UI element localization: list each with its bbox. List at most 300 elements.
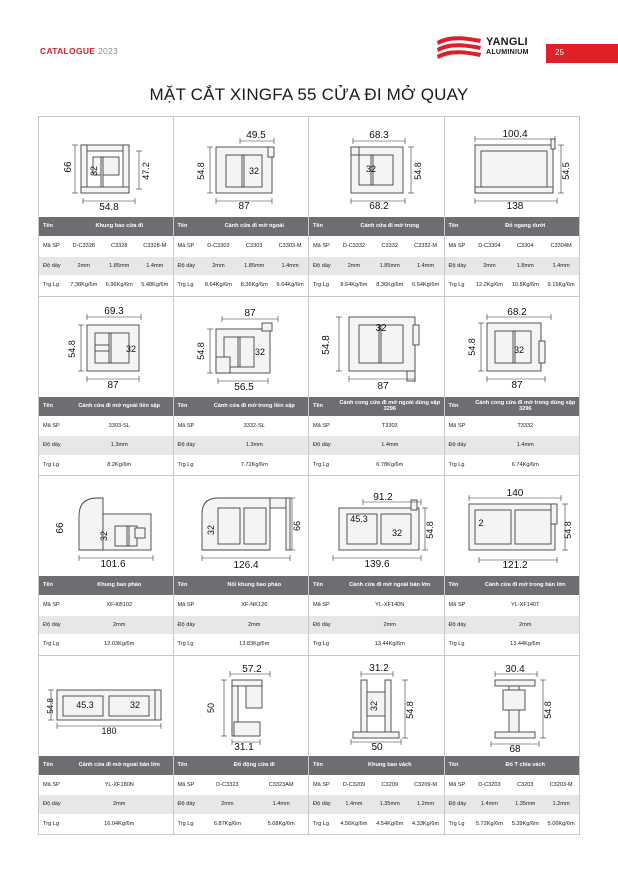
spec-table — [39, 756, 173, 835]
spec-row — [309, 455, 444, 475]
cross-section-drawing — [445, 297, 580, 398]
spec-value: 1.4mm — [272, 256, 308, 276]
spec-value: C3332 — [372, 237, 408, 257]
spec-row — [445, 756, 580, 776]
spec-value: 1.4mm — [336, 795, 372, 815]
cross-section-drawing — [309, 117, 444, 218]
spec-row — [309, 795, 444, 815]
spec-row — [445, 436, 580, 456]
dimension-label: 2 — [477, 518, 484, 528]
dimension-label: 32 — [513, 344, 524, 355]
catalogue-label: CATALOGUE 2023 — [40, 46, 119, 56]
dimension-label: 87 — [510, 379, 523, 391]
spec-table — [39, 397, 173, 476]
spec-row-label: Tên — [39, 756, 66, 776]
spec-value: 8.36Kg/6m — [236, 276, 272, 296]
profile-cross-section — [309, 116, 444, 217]
spec-row-label: Mã SP — [309, 775, 336, 795]
spec-value: 1.4mm — [472, 795, 508, 815]
spec-value: 1.4mm — [543, 256, 579, 276]
dimension-label: 139.6 — [364, 559, 390, 570]
dimension-label: 54.5 — [560, 162, 571, 180]
spec-row — [309, 436, 444, 456]
profile-name: Cánh cửa đi mở ngoài bản lớn — [336, 576, 444, 596]
spec-value: 1.4mm — [137, 256, 173, 276]
dimension-label: 66 — [291, 520, 302, 532]
spec-value: 2mm — [472, 615, 580, 635]
spec-table — [445, 756, 580, 835]
profile-name: Cánh cong cửa đi mở ngoài dùng sập 3296 — [336, 397, 444, 417]
spec-row — [174, 814, 309, 834]
spec-row — [309, 615, 444, 635]
spec-value: 1.85mm — [102, 256, 138, 276]
spec-row — [174, 635, 309, 655]
page-title: MẶT CẮT XINGFA 55 CỬA ĐI MỞ QUAY — [149, 85, 469, 104]
spec-row-label: Mã SP — [39, 416, 66, 436]
dimension-label: 30.4 — [504, 663, 525, 675]
spec-row — [309, 397, 444, 417]
spec-row — [174, 615, 309, 635]
spec-value: T3303 — [336, 416, 444, 436]
dimension-label: 54.8 — [195, 341, 206, 360]
spec-row — [445, 416, 580, 436]
spec-value: 1.85mm — [372, 256, 408, 276]
spec-row — [309, 237, 444, 257]
profile-row — [38, 475, 580, 655]
spec-value: 7.72Kg/6m — [201, 455, 309, 475]
spec-row — [445, 237, 580, 257]
dimension-label: 50 — [371, 741, 383, 753]
profile-cross-section — [39, 655, 173, 756]
spec-row-label: Trg Lg — [309, 455, 336, 475]
spec-row — [309, 756, 444, 776]
spec-value: 1.3mm — [201, 436, 309, 456]
spec-value: 3303-SL — [66, 416, 173, 436]
cross-section-drawing — [174, 656, 309, 757]
dimension-label: 54.8 — [542, 700, 553, 719]
spec-value: 1.35mm — [507, 795, 543, 815]
spec-value: 2mm — [66, 615, 173, 635]
spec-value: 1.85mm — [236, 256, 272, 276]
spec-value: 4.33Kg/6m — [408, 814, 444, 834]
dimension-label: 68.2 — [506, 306, 527, 318]
spec-row-label: Mã SP — [174, 775, 201, 795]
spec-value: 7.38Kg/6m — [66, 276, 102, 296]
spec-row — [445, 775, 580, 795]
spec-row — [309, 814, 444, 834]
profile-cross-section — [39, 296, 173, 397]
spec-table — [174, 756, 309, 835]
spec-value: 6.78Kg/6m — [336, 455, 444, 475]
profile-name: Khung bao phào — [66, 576, 173, 596]
spec-row-label: Tên — [445, 576, 472, 596]
spec-row — [445, 455, 580, 475]
profile-name: Đố động cửa đi — [201, 756, 309, 776]
spec-row-label: Tên — [39, 397, 66, 417]
spec-value: 1.8mm — [507, 256, 543, 276]
spec-value: 13.44Kg/6m — [336, 635, 444, 655]
spec-row — [39, 397, 173, 417]
spec-row-label: Độ dày — [445, 795, 472, 815]
spec-row — [39, 436, 173, 456]
spec-row-label: Mã SP — [309, 596, 336, 616]
spec-value: YL-XF140N — [336, 596, 444, 616]
dimension-label: 54.8 — [46, 697, 55, 714]
dimension-label: 49.5 — [245, 130, 266, 141]
spec-table — [309, 217, 444, 296]
brand-name: YANGLI ALUMINIUM — [486, 36, 529, 56]
page-header — [0, 0, 618, 80]
dimension-label: 126.4 — [232, 560, 259, 571]
spec-value: C3304 — [507, 237, 543, 257]
spec-row — [309, 576, 444, 596]
spec-value: 6.64Kg/6m — [272, 276, 308, 296]
spec-value: D-C3303 — [201, 237, 237, 257]
profile-card — [174, 655, 310, 836]
dimension-label: 32 — [248, 166, 259, 176]
spec-row — [174, 276, 309, 296]
dimension-label: 32 — [99, 530, 109, 542]
spec-value: D-C3209 — [336, 775, 372, 795]
spec-value: 2mm — [201, 615, 309, 635]
spec-value: 6.96Kg/6m — [102, 276, 138, 296]
spec-row-label: Độ dày — [445, 615, 472, 635]
spec-row-label: Mã SP — [174, 416, 201, 436]
spec-row — [174, 455, 309, 475]
spec-row-label: Trg Lg — [309, 276, 336, 296]
spec-row-label: Tên — [174, 217, 201, 237]
spec-row-label: Tên — [445, 217, 472, 237]
spec-value: C3203 — [507, 775, 543, 795]
spec-row-label: Độ dày — [309, 436, 336, 456]
spec-row-label: Tên — [309, 397, 336, 417]
spec-row-label: Trg Lg — [39, 814, 66, 834]
spec-row-label: Tên — [174, 576, 201, 596]
dimension-label: 57.2 — [241, 663, 262, 675]
dimension-label: 45.3 — [350, 514, 368, 524]
spec-row-label: Độ dày — [445, 256, 472, 276]
spec-value: D-C3323 — [201, 775, 255, 795]
spec-row-label: Mã SP — [445, 596, 472, 616]
profile-cross-section — [309, 475, 444, 576]
spec-value: C3303 — [236, 237, 272, 257]
spec-row-label: Tên — [174, 756, 201, 776]
dimension-label: 87 — [107, 379, 119, 391]
spec-row-label: Mã SP — [174, 596, 201, 616]
cross-section-drawing — [39, 117, 174, 218]
dimension-label: 32 — [365, 164, 377, 174]
spec-table — [445, 576, 580, 655]
spec-row — [39, 775, 173, 795]
spec-row — [174, 756, 309, 776]
spec-value: 5.48Kg/6m — [137, 276, 173, 296]
dimension-label: 68.2 — [369, 201, 389, 212]
spec-value: 4.54Kg/6m — [372, 814, 408, 834]
profile-cross-section — [445, 655, 580, 756]
dimension-label: 66 — [55, 522, 66, 534]
spec-row — [309, 256, 444, 276]
profile-card — [309, 655, 445, 836]
spec-row-label: Mã SP — [39, 596, 66, 616]
spec-value: C3203-M — [543, 775, 579, 795]
dimension-label: 54.8 — [466, 337, 477, 356]
spec-row-label: Trg Lg — [309, 814, 336, 834]
dimension-label: 32 — [254, 346, 265, 357]
profile-cross-section — [174, 655, 309, 756]
profile-card — [38, 475, 174, 655]
spec-table — [39, 576, 173, 655]
spec-row — [445, 276, 580, 296]
spec-value: 1.4mm — [336, 436, 444, 456]
profile-cross-section — [174, 116, 309, 217]
spec-row — [174, 436, 309, 456]
dimension-label: 180 — [101, 725, 117, 736]
spec-row-label: Trg Lg — [174, 276, 201, 296]
spec-value: 2mm — [66, 795, 173, 815]
profile-card — [309, 296, 445, 476]
spec-row — [39, 814, 173, 834]
dimension-label: 54.8 — [321, 334, 332, 355]
cross-section-drawing — [309, 297, 444, 398]
spec-table — [174, 576, 309, 655]
spec-row-label: Trg Lg — [174, 814, 201, 834]
cross-section-drawing — [39, 656, 174, 757]
spec-table — [174, 217, 309, 296]
spec-row-label: Độ dày — [39, 795, 66, 815]
dimension-label: 54.8 — [562, 521, 573, 539]
spec-value: 2mm — [201, 256, 237, 276]
dimension-label: 54.8 — [405, 700, 415, 719]
spec-value: 8.36Kg/6m — [372, 276, 408, 296]
spec-row — [174, 416, 309, 436]
spec-row-label: Độ dày — [174, 256, 201, 276]
spec-value: 1.4mm — [472, 436, 580, 456]
page-number: 25 — [546, 44, 618, 63]
spec-row-label: Mã SP — [445, 237, 472, 257]
dimension-label: 121.2 — [501, 560, 528, 571]
spec-value: 1.2mm — [543, 795, 579, 815]
profile-cross-section — [445, 475, 580, 576]
profile-card — [38, 655, 174, 836]
profile-name: Cánh cửa đi mở trong — [336, 217, 444, 237]
spec-row-label: Trg Lg — [174, 455, 201, 475]
spec-row — [445, 576, 580, 596]
profile-row — [38, 296, 580, 476]
spec-row-label: Mã SP — [174, 237, 201, 257]
spec-row-label: Tên — [445, 756, 472, 776]
spec-row — [445, 256, 580, 276]
spec-value: XF-NK126 — [201, 596, 309, 616]
dimension-label: 101.6 — [100, 559, 126, 570]
profile-cross-section — [39, 475, 173, 576]
profile-card — [38, 296, 174, 476]
spec-row — [174, 217, 309, 237]
spec-row-label: Tên — [445, 397, 472, 417]
spec-row — [445, 397, 580, 417]
spec-row-label: Tên — [39, 217, 66, 237]
cross-section-drawing — [445, 656, 580, 757]
spec-value: D-C3304 — [472, 237, 508, 257]
spec-row — [174, 576, 309, 596]
spec-row — [445, 596, 580, 616]
profile-card — [174, 296, 310, 476]
spec-row — [445, 635, 580, 655]
spec-value: C3328-M — [137, 237, 173, 257]
dimension-label: 69.3 — [104, 305, 124, 317]
spec-row-label: Trg Lg — [39, 276, 66, 296]
dimension-label: 140 — [506, 488, 523, 499]
spec-row-label: Độ dày — [174, 436, 201, 456]
cross-section-drawing — [174, 297, 309, 398]
profile-name: Cánh cong cửa đi mở trong dùng sập 3296 — [472, 397, 580, 417]
spec-row — [39, 276, 173, 296]
spec-row-label: Mã SP — [39, 237, 66, 257]
profile-row — [38, 116, 580, 296]
spec-value: 6.74Kg/6m — [472, 455, 580, 475]
spec-row — [39, 795, 173, 815]
dimension-label: 32 — [391, 528, 403, 538]
spec-row-label: Độ dày — [39, 256, 66, 276]
spec-row — [309, 596, 444, 616]
spec-value: 13.83Kg/6m — [201, 635, 309, 655]
cross-section-drawing — [39, 476, 174, 577]
spec-value: 4.56Kg/6m — [336, 814, 372, 834]
profile-name: Cánh cửa đi mở ngoài — [201, 217, 309, 237]
spec-row — [445, 615, 580, 635]
spec-row-label: Mã SP — [39, 775, 66, 795]
spec-row-label: Tên — [309, 217, 336, 237]
cross-section-drawing — [445, 476, 580, 577]
profile-name: Đố T chia vách — [472, 756, 580, 776]
spec-table — [174, 397, 309, 476]
spec-value: 12.03Kg/6m — [66, 635, 173, 655]
spec-row-label: Tên — [309, 756, 336, 776]
spec-value: 5.39Kg/6m — [507, 814, 543, 834]
spec-value: 9.15Kg/6m — [543, 276, 579, 296]
spec-value: XF-KB102 — [66, 596, 173, 616]
spec-row — [309, 217, 444, 237]
spec-row — [174, 795, 309, 815]
dimension-label: 54.8 — [425, 521, 435, 539]
spec-row — [309, 775, 444, 795]
dimension-label: 68 — [508, 743, 521, 755]
cross-section-drawing — [174, 117, 309, 218]
spec-value: 1.2mm — [408, 795, 444, 815]
cross-section-drawing — [39, 297, 174, 398]
spec-table — [445, 217, 580, 296]
spec-row — [39, 635, 173, 655]
spec-row-label: Trg Lg — [39, 635, 66, 655]
spec-value: YL-XF140T — [472, 596, 580, 616]
dimension-label: 66 — [63, 161, 74, 173]
profile-card — [174, 116, 310, 296]
spec-row — [174, 596, 309, 616]
spec-row-label: Độ dày — [309, 795, 336, 815]
spec-value: 8.64Kg/6m — [201, 276, 237, 296]
dimension-label: 91.2 — [373, 492, 393, 503]
dimension-label: 45.3 — [76, 699, 94, 710]
spec-row — [445, 795, 580, 815]
profile-name: Cánh cửa đi mở trong liền sập — [201, 397, 309, 417]
cross-section-drawing — [309, 476, 444, 577]
spec-row — [174, 397, 309, 417]
spec-value: 5.06Kg/6m — [543, 814, 579, 834]
spec-row — [309, 416, 444, 436]
dimension-label: 32 — [375, 322, 387, 334]
profile-name: Đố ngang dưới — [472, 217, 580, 237]
profile-cross-section — [445, 116, 580, 217]
profile-cross-section — [445, 296, 580, 397]
spec-value: 16.04Kg/6m — [66, 814, 173, 834]
yangli-logo-icon — [434, 33, 484, 63]
spec-row — [445, 814, 580, 834]
spec-row-label: Độ dày — [445, 436, 472, 456]
spec-table — [309, 397, 444, 476]
spec-table — [445, 397, 580, 476]
spec-row-label: Tên — [39, 576, 66, 596]
spec-row-label: Độ dày — [39, 615, 66, 635]
dimension-label: 32 — [89, 165, 99, 177]
dimension-label: 32 — [125, 343, 137, 354]
profile-name: Khung bao vách — [336, 756, 444, 776]
spec-value: D-C3203 — [472, 775, 508, 795]
dimension-label: 87 — [237, 201, 250, 212]
spec-value: 1.35mm — [372, 795, 408, 815]
dimension-label: 47.2 — [141, 162, 151, 180]
profile-cross-section — [174, 475, 309, 576]
spec-value: C3332-M — [408, 237, 444, 257]
profile-card — [309, 475, 445, 655]
spec-row-label: Tên — [174, 397, 201, 417]
dimension-label: 56.5 — [233, 381, 254, 393]
spec-value: 6.64Kg/6m — [408, 276, 444, 296]
spec-row-label: Trg Lg — [309, 635, 336, 655]
dimension-label: 68.3 — [369, 130, 389, 141]
spec-value: 8.2Kg/6m — [66, 455, 173, 475]
cross-section-drawing — [174, 476, 309, 577]
dimension-label: 54.8 — [195, 162, 206, 180]
profile-card — [445, 116, 581, 296]
dimension-label: 32 — [205, 524, 216, 536]
spec-row-label: Trg Lg — [39, 455, 66, 475]
spec-value: 13.44Kg/6m — [472, 635, 580, 655]
spec-row — [309, 635, 444, 655]
dimension-label: 50 — [205, 702, 216, 713]
dimension-label: 31.1 — [233, 741, 254, 753]
spec-row — [39, 576, 173, 596]
spec-value: 2mm — [472, 256, 508, 276]
spec-row — [309, 276, 444, 296]
spec-table — [39, 217, 173, 296]
profile-grid — [38, 116, 580, 835]
spec-table — [309, 756, 444, 835]
profile-name: Cánh cửa đi mở ngoài liền sập — [66, 397, 173, 417]
spec-value: 10.8Kg/6m — [507, 276, 543, 296]
spec-value: D-C3332 — [336, 237, 372, 257]
spec-value: YL-XF180N — [66, 775, 173, 795]
profile-card — [445, 296, 581, 476]
spec-row-label: Độ dày — [174, 795, 201, 815]
spec-row-label: Mã SP — [445, 775, 472, 795]
spec-row — [39, 756, 173, 776]
cross-section-drawing — [309, 656, 444, 757]
spec-row-label: Độ dày — [174, 615, 201, 635]
spec-value: 2mm — [336, 615, 444, 635]
spec-value: 1.3mm — [66, 436, 173, 456]
profile-card — [445, 475, 581, 655]
spec-value: 1.4mm — [254, 795, 308, 815]
profile-name: Khung bao cửa đi — [66, 217, 173, 237]
